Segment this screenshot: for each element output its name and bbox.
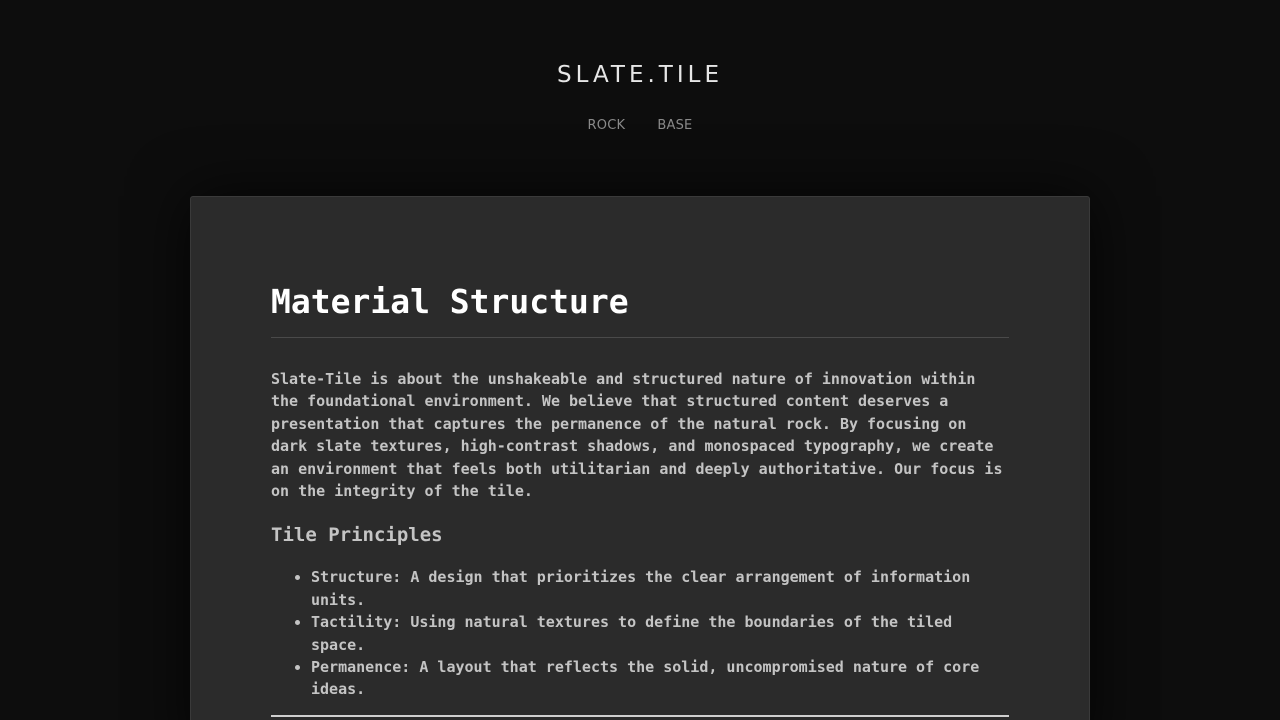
- principle-item-permanence: • Permanence: A layout that reflects the solid, uncompromised nature of core ideas.: [311, 656, 1009, 701]
- principle-item-tactility: • Tactility: Using natural textures to define the boundaries of the tiled space.: [311, 611, 1009, 656]
- title-divider: [271, 337, 1009, 338]
- article: [271, 279, 1009, 701]
- section-heading: Tile Principles: [271, 524, 443, 547]
- brand-logo[interactable]: SLATE.TILE: [557, 62, 723, 88]
- bottom-divider: [271, 715, 1009, 717]
- principles-list: [271, 566, 1009, 700]
- nav-link-base[interactable]: BASE: [657, 118, 693, 133]
- page-title: Material Structure: [271, 282, 629, 321]
- main-nav: [0, 118, 1280, 133]
- content-card: [190, 196, 1090, 720]
- site-header: [0, 0, 1280, 160]
- principle-item-structure: • Structure: A design that prioritizes the clear arrangement of information units.: [311, 566, 1009, 611]
- nav-link-rock[interactable]: ROCK: [587, 118, 626, 133]
- intro-paragraph: Slate-Tile is about the unshakeable and structured nature of innovation within the foundational environment. We believe that structured content deserves a presentation that captures the permanence of the natural rock. By focusing on dark slate textures, high-contrast shadows, and monospaced typography, we create an environment that feels both utilitarian and deeply authoritative. Our focus is on the integrity of the tile.: [271, 370, 1003, 501]
